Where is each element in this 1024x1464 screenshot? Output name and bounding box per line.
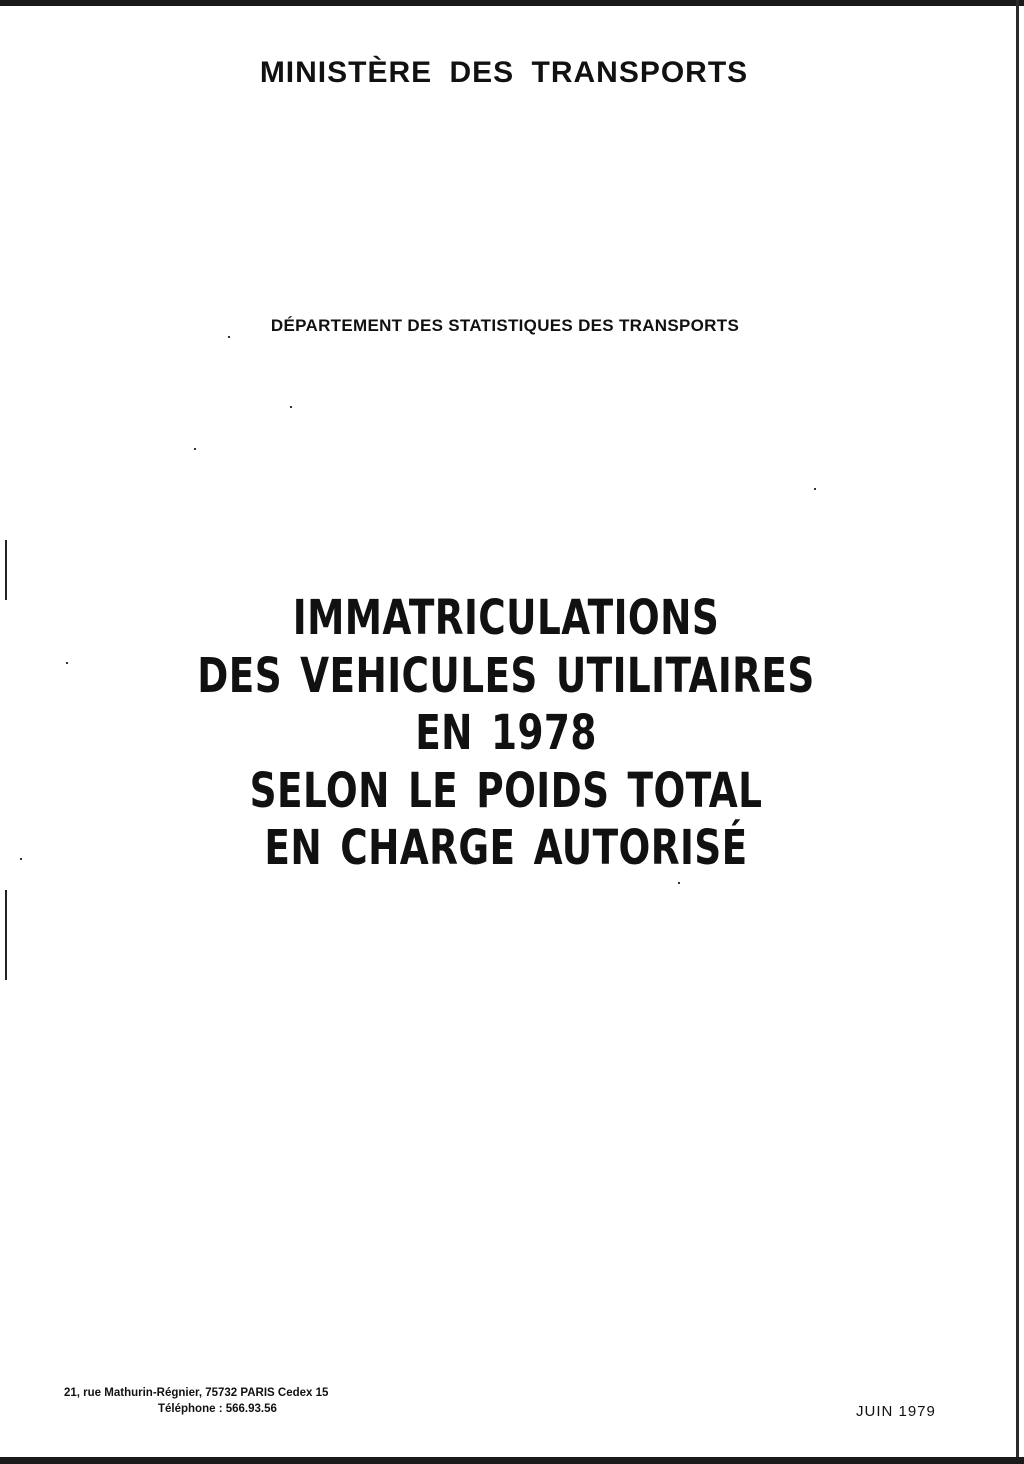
scan-speck <box>814 488 816 490</box>
page-border-top <box>0 0 1024 6</box>
page-border-bottom <box>0 1457 1024 1464</box>
scan-speck <box>228 336 230 338</box>
department-heading: DÉPARTEMENT DES STATISTIQUES DES TRANSPORTS <box>270 316 740 335</box>
ministry-heading: MINISTÈRE DES TRANSPORTS <box>259 56 749 89</box>
phone-number: Téléphone : 566.93.56 <box>158 1403 277 1415</box>
scan-speck <box>290 406 292 408</box>
page-border-right <box>1016 0 1019 1464</box>
title-line: EN CHARGE AUTORISÉ <box>264 820 748 876</box>
scan-edge-mark <box>5 890 7 980</box>
address-block <box>64 1385 424 1417</box>
publication-date: JUIN 1979 <box>856 1403 936 1420</box>
title-line: EN 1978 <box>415 705 597 761</box>
title-line: DES VEHICULES UTILITAIRES <box>197 647 815 704</box>
title-line: IMMATRICULATIONS <box>292 590 720 646</box>
postal-address: 21, rue Mathurin-Régnier, 75732 PARIS Cedex 15 <box>64 1387 329 1399</box>
scan-speck <box>678 882 680 884</box>
title-line: SELON LE POIDS TOTAL <box>249 762 763 819</box>
scan-speck <box>194 448 196 450</box>
document-title <box>0 590 1012 878</box>
